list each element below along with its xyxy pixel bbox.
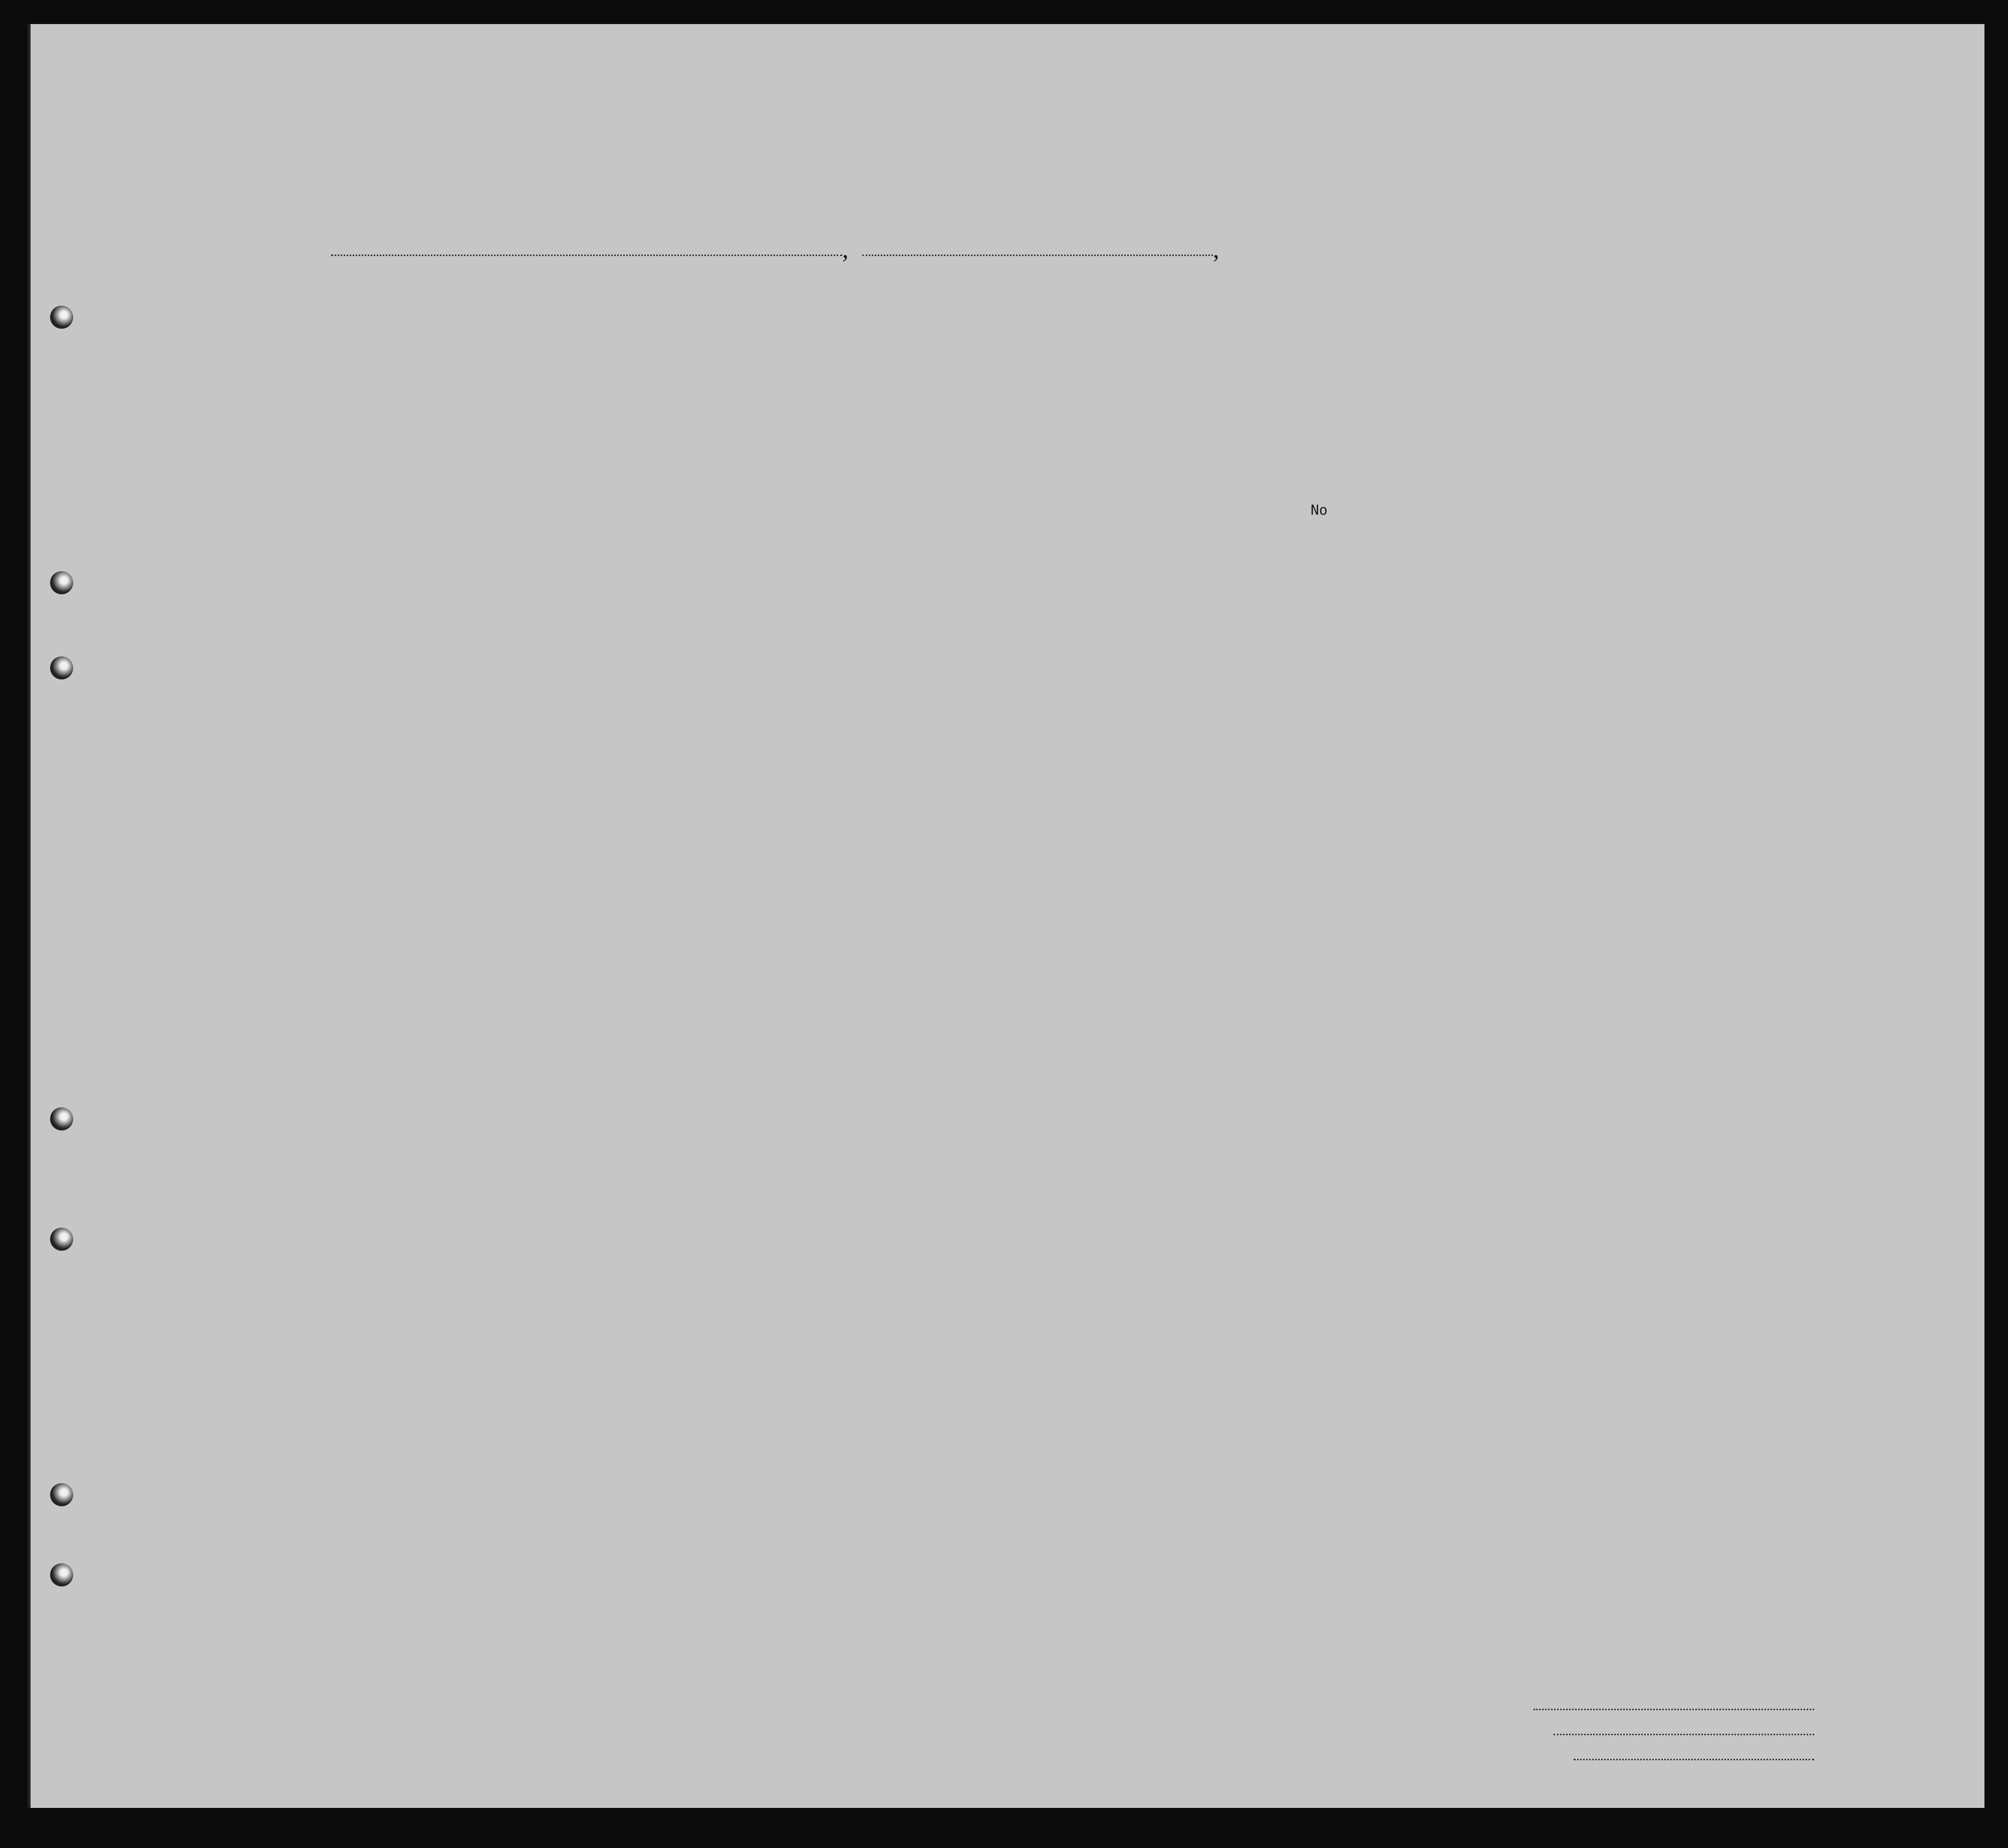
- port-dotted-line: [331, 255, 842, 256]
- date-dotted-line: [862, 255, 1213, 256]
- table-grid: [31, 24, 1984, 1808]
- line-field: [1534, 1709, 1814, 1710]
- comma-separator: ,: [1213, 235, 1219, 263]
- punch-hole: [50, 656, 73, 679]
- punch-hole: [50, 1228, 73, 1251]
- agents-field: [1574, 1759, 1814, 1760]
- row1-c25-top: No: [1311, 502, 1328, 518]
- comma-separator: ,: [842, 235, 849, 263]
- punch-hole: [50, 1483, 73, 1506]
- punch-hole: [50, 1563, 73, 1586]
- punch-hole: [50, 306, 73, 329]
- manifest-sheet: [28, 24, 1984, 1808]
- punch-hole: [50, 1107, 73, 1130]
- punch-hole: [50, 571, 73, 594]
- owners-field: [1554, 1734, 1814, 1735]
